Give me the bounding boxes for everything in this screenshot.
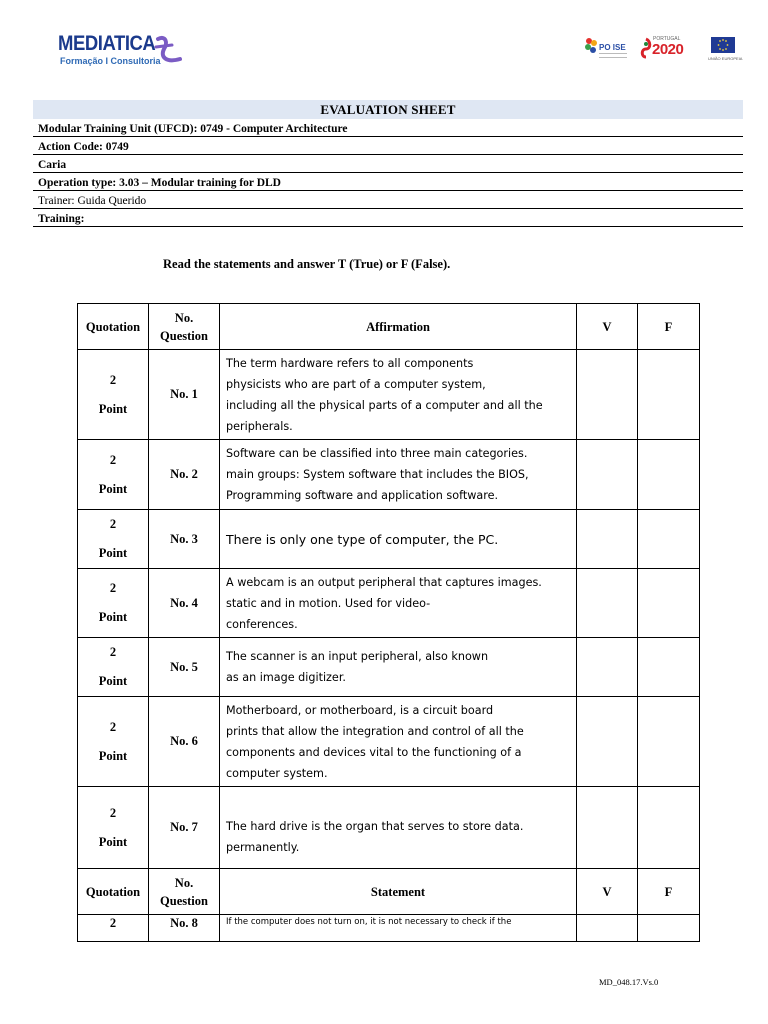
question-text: A webcam is an output peripheral that captures images. static and in motion. Used for video- conferences. [220, 569, 577, 638]
location-field: Caria [33, 155, 743, 173]
true-answer-cell[interactable] [577, 638, 638, 697]
action-code-field: Action Code: 0749 [33, 137, 743, 155]
question-text: Motherboard, or motherboard, is a circuit board prints that allow the integration and control of all the components and devices vital to the functioning of a computer system. [220, 697, 577, 787]
points-cell: 2 Point [78, 510, 149, 569]
question-text: There is only one type of computer, the PC. [220, 510, 577, 569]
question-number: No. 8 [149, 915, 220, 942]
portugal-mark-icon [639, 37, 653, 59]
operation-type-field: Operation type: 3.03 – Modular training for DLD [33, 173, 743, 191]
question-row [78, 787, 700, 869]
poise-leaf-icon [583, 35, 599, 57]
true-answer-cell[interactable] [577, 787, 638, 869]
evaluation-header [33, 100, 743, 227]
instructions: Read the statements and answer T (True) or F (False). [163, 257, 451, 271]
true-answer-cell[interactable] [577, 350, 638, 440]
table-header-row-repeat [78, 869, 700, 915]
question-text: The term hardware refers to all components physicists who are part of a computer system, including all the physical parts of a computer and all the peripherals. [220, 350, 577, 440]
false-answer-cell[interactable] [638, 510, 700, 569]
document-code: MD_048.17.Vs.0 [599, 977, 659, 987]
points-cell: 2 Point [78, 787, 149, 869]
question-row [78, 510, 700, 569]
logo-name: MEDIATICA [58, 32, 156, 55]
question-number: No. 6 [149, 697, 220, 787]
question-row [78, 569, 700, 638]
header-f: F [638, 869, 700, 915]
question-number: No. 5 [149, 638, 220, 697]
question-text: The scanner is an input peripheral, also known as an image digitizer. [220, 638, 577, 697]
header-v: V [577, 869, 638, 915]
question-row [78, 915, 700, 942]
false-answer-cell[interactable] [638, 440, 700, 510]
table-header-row [78, 304, 700, 350]
portugal-label: PORTUGAL [653, 36, 681, 42]
question-text: If the computer does not turn on, it is not necessary to check if the [220, 915, 577, 942]
poise-label: PO ISE [599, 43, 626, 52]
question-number: No. 2 [149, 440, 220, 510]
points-cell: 2 Point [78, 638, 149, 697]
trainer-field: Trainer: Guida Querido [33, 191, 743, 209]
program-2020: 2020 [652, 41, 684, 58]
true-answer-cell[interactable] [577, 915, 638, 942]
logo-swirl-icon [150, 33, 186, 67]
question-row [78, 697, 700, 787]
partner-logos [583, 33, 743, 69]
points-cell: 2 Point [78, 350, 149, 440]
training-field: Training: [33, 209, 743, 227]
false-answer-cell[interactable] [638, 787, 700, 869]
false-answer-cell[interactable] [638, 915, 700, 942]
header-question-number: No. Question [149, 869, 220, 915]
question-row [78, 638, 700, 697]
ufcd-field: Modular Training Unit (UFCD): 0749 - Computer Architecture [33, 119, 743, 137]
question-row [78, 350, 700, 440]
logo-tagline: Formação I Consultoria [60, 56, 161, 66]
questions-table [77, 303, 700, 942]
question-text: The hard drive is the organ that serves to store data. permanently. [220, 787, 577, 869]
points-cell: 2 Point [78, 697, 149, 787]
eu-label: UNIÃO EUROPEIA [708, 56, 743, 61]
true-answer-cell[interactable] [577, 697, 638, 787]
header-f: F [638, 304, 700, 350]
true-answer-cell[interactable] [577, 569, 638, 638]
header-statement: Statement [220, 869, 577, 915]
question-number: No. 7 [149, 787, 220, 869]
sheet-title: EVALUATION SHEET [33, 100, 743, 119]
true-answer-cell[interactable] [577, 510, 638, 569]
points-cell: 2 Point [78, 569, 149, 638]
header-quotation: Quotation [78, 304, 149, 350]
header-v: V [577, 304, 638, 350]
question-number: No. 4 [149, 569, 220, 638]
points-cell: 2 [78, 915, 149, 942]
header-question-number: No. Question [149, 304, 220, 350]
false-answer-cell[interactable] [638, 697, 700, 787]
false-answer-cell[interactable] [638, 350, 700, 440]
false-answer-cell[interactable] [638, 569, 700, 638]
header-quotation: Quotation [78, 869, 149, 915]
question-number: No. 1 [149, 350, 220, 440]
header-affirmation: Affirmation [220, 304, 577, 350]
question-text: Software can be classified into three main categories. main groups: System software that includes the BIOS, Programming software and application software. [220, 440, 577, 510]
false-answer-cell[interactable] [638, 638, 700, 697]
question-row [78, 440, 700, 510]
mediatica-logo [58, 33, 169, 66]
points-cell: 2 Point [78, 440, 149, 510]
eu-flag-icon [711, 37, 735, 53]
true-answer-cell[interactable] [577, 440, 638, 510]
question-number: No. 3 [149, 510, 220, 569]
